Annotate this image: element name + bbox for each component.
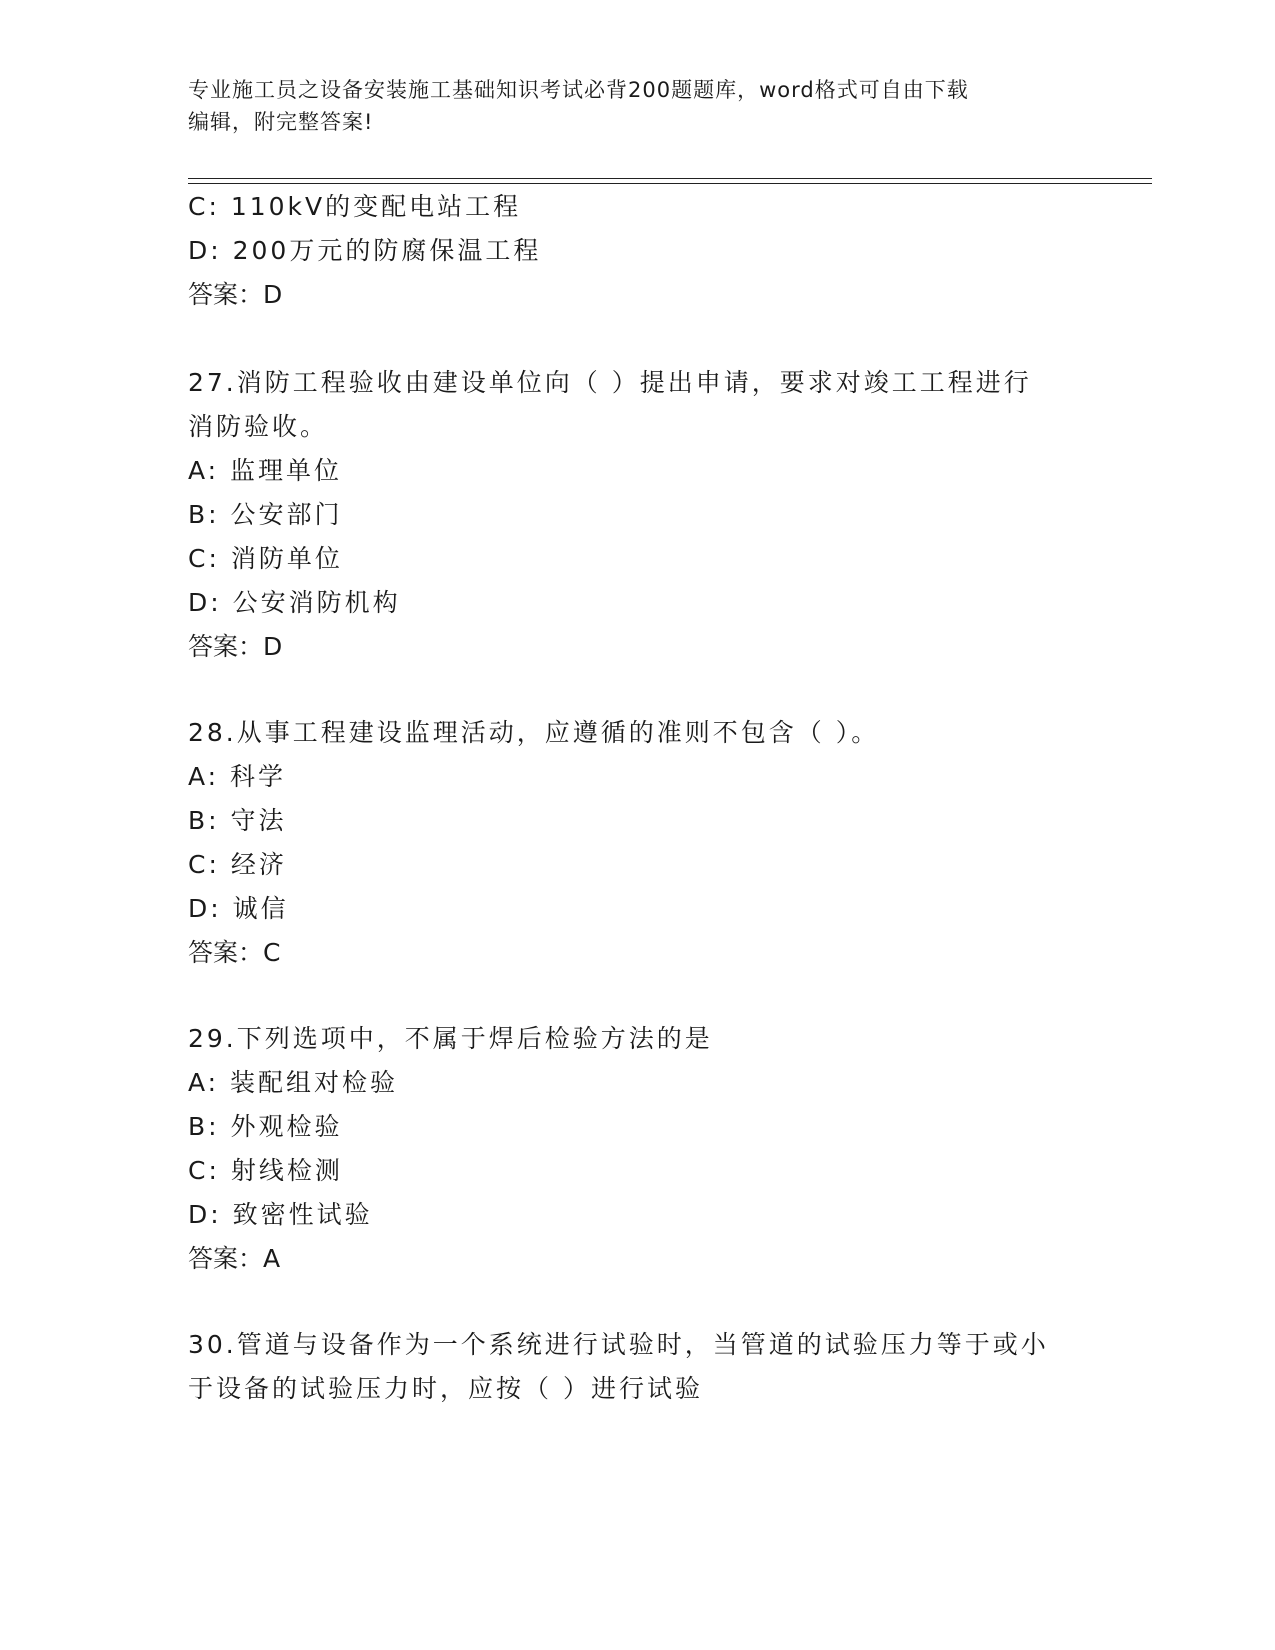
q29-option-d: D: 致密性试验 (188, 1200, 373, 1229)
q28-option-c: C: 经济 (188, 850, 287, 879)
q27-option-b: B: 公安部门 (188, 500, 343, 529)
page-header (188, 74, 1088, 138)
q29-option-a: A: 装配组对检验 (188, 1068, 399, 1097)
q28-stem-line-1: 28.从事工程建设监理活动，应遵循的准则不包含（ ）。 (188, 718, 880, 747)
q28-option-b: B: 守法 (188, 806, 287, 835)
q30-stem-line-1: 30.管道与设备作为一个系统进行试验时，当管道的试验压力等于或小 (188, 1330, 1049, 1359)
q29-stem-line-1: 29.下列选项中，不属于焊后检验方法的是 (188, 1024, 713, 1053)
header-title-line-2: 编辑，附完整答案! (188, 110, 374, 134)
q29-option-b: B: 外观检验 (188, 1112, 343, 1141)
q29-answer: 答案：A (188, 1244, 281, 1273)
q27-option-c: C: 消防单位 (188, 544, 343, 573)
q26-answer: 答案：D (188, 280, 283, 309)
q27-answer: 答案：D (188, 632, 283, 661)
q30-stem-line-2: 于设备的试验压力时，应按（ ）进行试验 (188, 1374, 703, 1403)
q27-option-a: A: 监理单位 (188, 456, 343, 485)
header-divider (188, 178, 1152, 184)
q29-option-c: C: 射线检测 (188, 1156, 343, 1185)
q27-option-d: D: 公安消防机构 (188, 588, 401, 617)
q28-answer: 答案：C (188, 938, 281, 967)
q26-option-c: C: 110kV的变配电站工程 (188, 192, 522, 221)
q27-stem-line-2: 消防验收。 (188, 412, 329, 441)
header-title-line-1: 专业施工员之设备安装施工基础知识考试必背200题题库，word格式可自由下载 (188, 78, 969, 102)
q27-stem-line-1: 27.消防工程验收由建设单位向（ ）提出申请，要求对竣工工程进行 (188, 368, 1032, 397)
q26-option-d: D: 200万元的防腐保温工程 (188, 236, 542, 265)
q28-option-a: A: 科学 (188, 762, 287, 791)
q28-option-d: D: 诚信 (188, 894, 289, 923)
